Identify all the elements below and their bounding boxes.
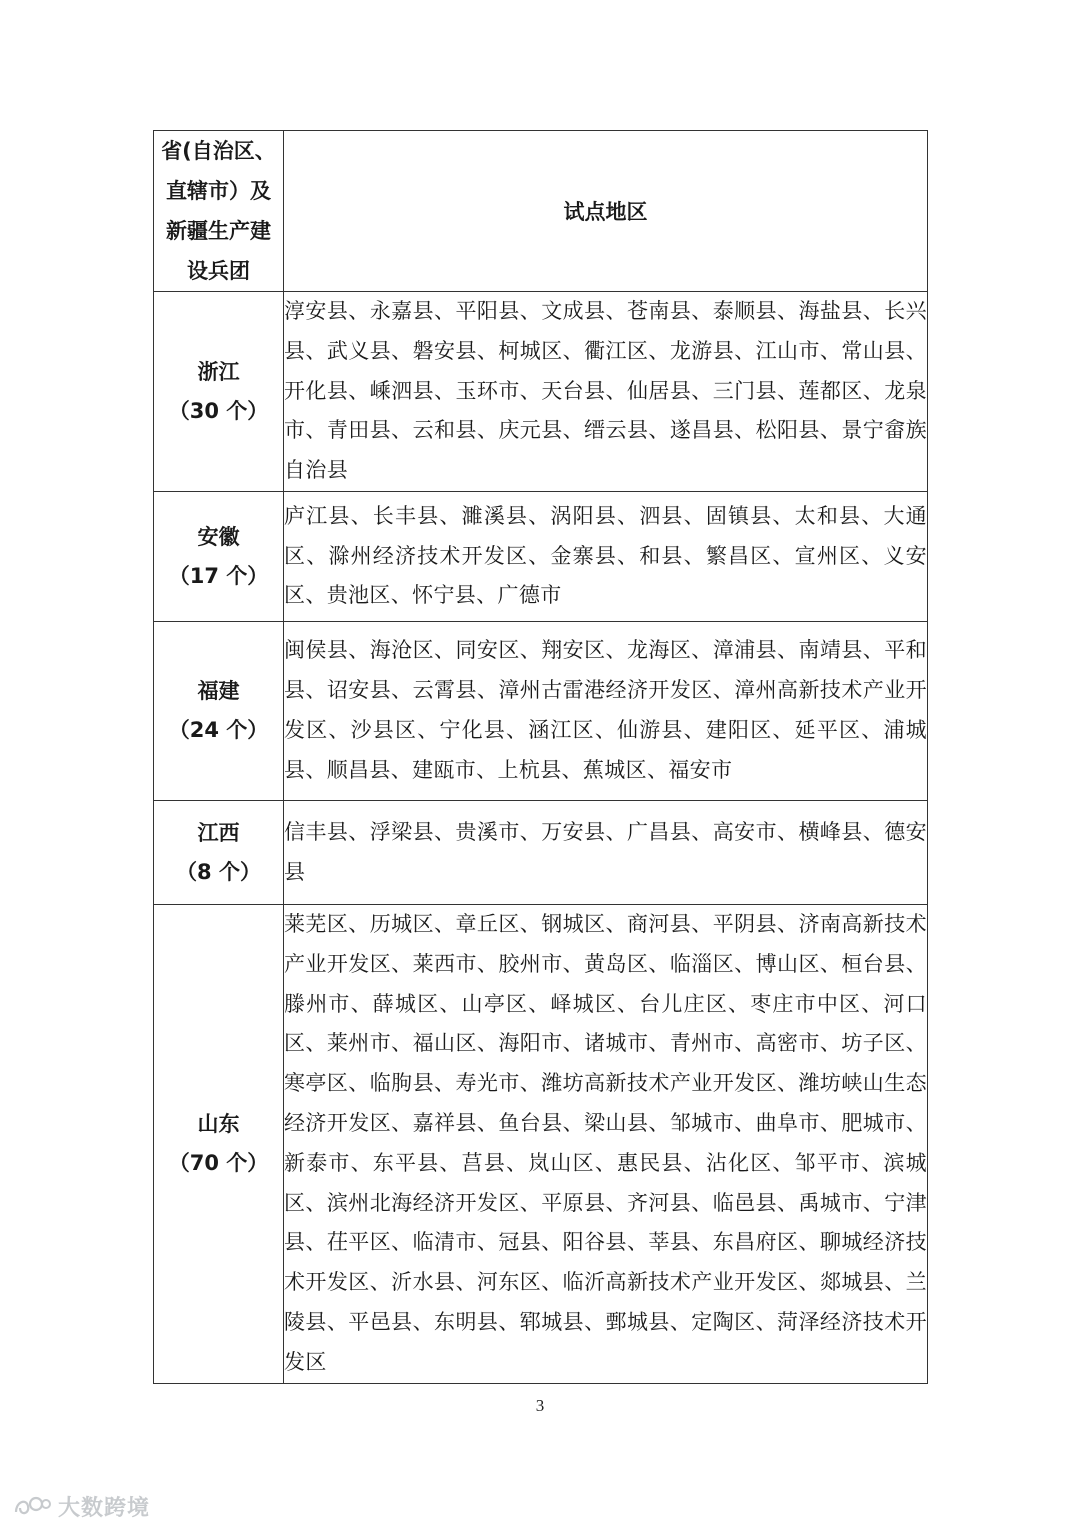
province-name: 山东 <box>197 1111 240 1136</box>
areas-cell: 莱芜区、历城区、章丘区、钢城区、商河县、平阴县、济南高新技术产业开发区、莱西市、胶州市、黄岛区、临淄区、博山区、桓台县、滕州市、薛城区、山亭区、峄城区、台儿庄区、枣庄市中区、河口区、莱州市、福山区、海阳市、诸城市、青州市、高密市、坊子区、寒亭区、临朐县、寿光市、潍坊高新技术产业开发区、潍坊峡山生态经济开发区、嘉祥县、鱼台县、梁山县、邹城市、曲阜市、肥城市、新泰市、东平县、莒县、岚山区、惠民县、沾化区、邹平市、滨城区、滨州北海经济开发区、平原县、齐河县、临邑县、禹城市、宁津县、茌平区、临清市、冠县、阳谷县、莘县、东昌府区、聊城经济技术开发区、沂水县、河东区、临沂高新技术产业开发区、郯城县、兰陵县、平邑县、东明县、郓城县、鄄城县、定陶区、菏泽经济技术开发区 <box>284 905 928 1384</box>
watermark-text: 大数跨境 <box>58 1495 151 1521</box>
province-cell <box>154 905 284 1384</box>
table-row <box>154 905 928 1384</box>
province-name: 浙江 <box>197 359 240 384</box>
header-province-cell: 省(自治区、 直辖市）及 新疆生产建 设兵团 <box>154 131 284 292</box>
province-cell <box>154 622 284 801</box>
province-name: 安徽 <box>197 524 240 549</box>
areas-cell: 信丰县、浮梁县、贵溪市、万安县、广昌县、高安市、横峰县、德安县 <box>284 801 928 905</box>
province-count: （70 个） <box>168 1150 269 1175</box>
table-row <box>154 492 928 622</box>
table-row <box>154 622 928 801</box>
province-name: 福建 <box>197 679 240 703</box>
table-row <box>154 801 928 905</box>
areas-cell: 庐江县、长丰县、濉溪县、涡阳县、泗县、固镇县、太和县、大通区、滁州经济技术开发区、金寨县、和县、繁昌区、宣州区、义安区、贵池区、怀宁县、广德市 <box>284 492 928 622</box>
province-name: 江西 <box>197 820 240 845</box>
province-cell <box>154 492 284 622</box>
province-count: （30 个） <box>168 398 269 423</box>
header-areas-cell: 试点地区 <box>284 131 928 292</box>
watermark-logo-icon <box>12 1492 52 1520</box>
province-cell <box>154 292 284 492</box>
pilot-regions-table <box>153 130 928 1384</box>
page-number: 3 <box>535 1396 545 1415</box>
table-row <box>154 292 928 492</box>
areas-cell: 淳安县、永嘉县、平阳县、文成县、苍南县、泰顺县、海盐县、长兴县、武义县、磐安县、柯城区、衢江区、龙游县、江山市、常山县、开化县、嵊泗县、玉环市、天台县、仙居县、三门县、莲都区、龙泉市、青田县、云和县、庆元县、缙云县、遂昌县、松阳县、景宁畲族自治县 <box>284 292 928 492</box>
watermark <box>12 1488 150 1524</box>
areas-cell: 闽侯县、海沧区、同安区、翔安区、龙海区、漳浦县、南靖县、平和县、诏安县、云霄县、漳州古雷港经济开发区、漳州高新技术产业开发区、沙县区、宁化县、涵江区、仙游县、建阳区、延平区、浦城县、顺昌县、建瓯市、上杭县、蕉城区、福安市 <box>284 622 928 801</box>
table-header-row <box>154 131 928 292</box>
province-count: （17 个） <box>168 563 269 588</box>
province-count: （24 个） <box>168 718 269 742</box>
province-cell <box>154 801 284 905</box>
province-count: （8 个） <box>176 859 261 884</box>
